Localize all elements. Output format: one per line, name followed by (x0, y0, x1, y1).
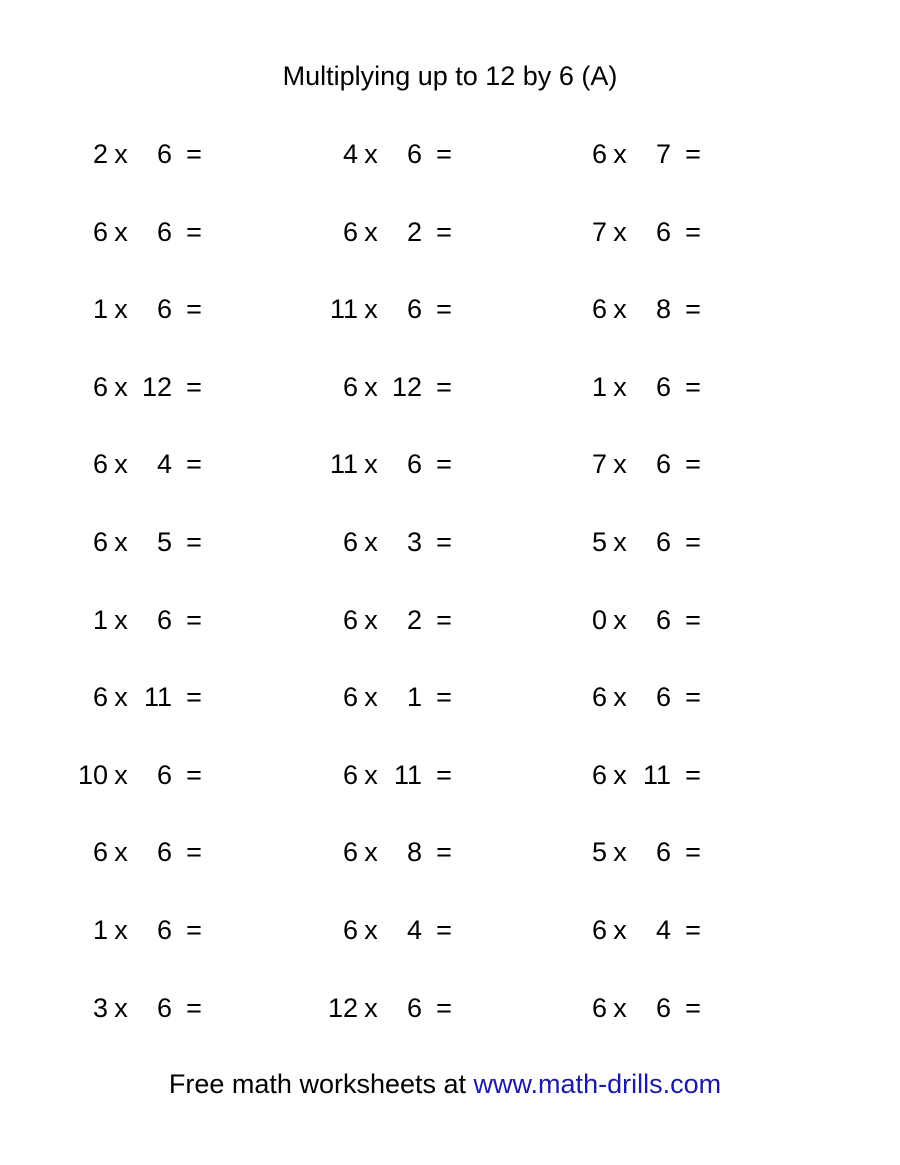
problem-equals: = (685, 682, 701, 713)
problem-factor-a: 4 (342, 139, 358, 169)
problem-operator: x (114, 527, 128, 557)
problem-equals: = (436, 759, 452, 790)
problem-factor-b: 6 (655, 449, 671, 480)
problem-equals: = (186, 837, 202, 868)
problem-factor-b: 6 (156, 139, 172, 169)
problem-factor-a: 6 (342, 915, 358, 945)
problem-factor-b: 11 (642, 759, 671, 790)
problem-equals: = (436, 449, 452, 480)
problem-equals: = (186, 915, 202, 945)
problem-factor-b: 4 (655, 915, 671, 945)
problem-operator: x (613, 527, 627, 557)
problem-factor-b: 6 (655, 682, 671, 713)
problem-factor-a: 2 (92, 139, 108, 169)
problem (318, 910, 518, 950)
problem-equals: = (186, 759, 202, 790)
problem-operator: x (364, 449, 378, 480)
problem (567, 677, 767, 717)
problem-factor-a: 6 (342, 216, 358, 247)
problem-factor-b: 1 (406, 682, 422, 713)
problem-operator: x (364, 294, 378, 325)
problem-factor-b: 6 (156, 604, 172, 635)
problem-equals: = (436, 527, 452, 557)
problem-operator: x (114, 216, 128, 247)
problem-operator: x (114, 449, 128, 480)
problem-equals: = (186, 449, 202, 480)
problem-factor-b: 4 (156, 449, 172, 480)
problem-factor-a: 6 (92, 216, 108, 247)
problem-operator: x (114, 837, 128, 868)
problem-operator: x (364, 682, 378, 713)
problem (318, 988, 518, 1028)
problem-factor-a: 11 (329, 294, 358, 325)
problem-operator: x (613, 915, 627, 945)
problem-operator: x (613, 449, 627, 480)
problem-factor-b: 6 (156, 915, 172, 945)
worksheet-title: Multiplying up to 12 by 6 (A) (282, 61, 618, 91)
problem (567, 367, 767, 407)
problem-operator: x (613, 139, 627, 169)
problem-factor-b: 6 (655, 371, 671, 402)
problem-factor-a: 6 (342, 682, 358, 713)
problem-operator: x (114, 682, 128, 713)
problem (68, 600, 268, 640)
problem-equals: = (436, 992, 452, 1023)
problem-equals: = (685, 759, 701, 790)
problem-factor-b: 12 (391, 371, 422, 402)
problem-factor-b: 8 (655, 294, 671, 325)
problem-factor-b: 6 (655, 837, 671, 868)
problem-factor-b: 6 (156, 216, 172, 247)
problem-equals: = (436, 604, 452, 635)
problem-operator: x (364, 915, 378, 945)
problem-factor-a: 6 (92, 682, 108, 713)
problem-factor-a: 6 (342, 371, 358, 402)
problem-equals: = (685, 139, 701, 169)
footer-text: Free math worksheets at (168, 1069, 467, 1099)
problem-factor-a: 1 (92, 915, 108, 945)
problem-factor-a: 6 (342, 759, 358, 790)
problem (318, 134, 518, 174)
problem (318, 212, 518, 252)
problem-equals: = (685, 992, 701, 1023)
problem (68, 522, 268, 562)
problem-factor-b: 4 (406, 915, 422, 945)
problem-factor-a: 10 (77, 759, 108, 790)
problem-factor-a: 6 (92, 449, 108, 480)
problem-equals: = (685, 915, 701, 945)
problem-factor-b: 6 (406, 139, 422, 169)
problem-operator: x (114, 759, 128, 790)
problem (567, 910, 767, 950)
problem-factor-a: 6 (591, 759, 607, 790)
problem-factor-a: 6 (342, 527, 358, 557)
problem-factor-b: 6 (406, 449, 422, 480)
problem-equals: = (186, 682, 202, 713)
problem (68, 212, 268, 252)
problem-factor-a: 7 (591, 449, 607, 480)
problem-factor-a: 7 (591, 216, 607, 247)
problem (318, 522, 518, 562)
problem-operator: x (364, 759, 378, 790)
problem-equals: = (685, 294, 701, 325)
problem-equals: = (685, 449, 701, 480)
problem-equals: = (685, 527, 701, 557)
problem-equals: = (186, 527, 202, 557)
problem-equals: = (685, 371, 701, 402)
problem (567, 522, 767, 562)
problem-equals: = (436, 294, 452, 325)
problem (318, 600, 518, 640)
problem-factor-b: 2 (406, 216, 422, 247)
problem-factor-a: 3 (92, 992, 108, 1023)
problem-operator: x (114, 915, 128, 945)
problem-factor-b: 6 (655, 992, 671, 1023)
problem-factor-a: 1 (591, 371, 607, 402)
problem-equals: = (685, 216, 701, 247)
problem-factor-a: 6 (342, 604, 358, 635)
footer (0, 1066, 890, 1102)
problem (318, 367, 518, 407)
problem-factor-b: 6 (156, 837, 172, 868)
problem-equals: = (186, 604, 202, 635)
problem-equals: = (436, 837, 452, 868)
problem-factor-b: 6 (655, 527, 671, 557)
problem-equals: = (186, 371, 202, 402)
problem-factor-b: 12 (141, 371, 172, 402)
problem-operator: x (613, 371, 627, 402)
problem (68, 988, 268, 1028)
problem-operator: x (613, 682, 627, 713)
problem (68, 677, 268, 717)
problem-operator: x (114, 992, 128, 1023)
problem-operator: x (364, 527, 378, 557)
problem-operator: x (364, 837, 378, 868)
problem-factor-b: 3 (406, 527, 422, 557)
problem-equals: = (186, 992, 202, 1023)
problem (567, 755, 767, 795)
problem-factor-b: 6 (156, 992, 172, 1023)
problem-factor-b: 6 (156, 759, 172, 790)
problem-operator: x (613, 759, 627, 790)
problem (68, 910, 268, 950)
problem-factor-b: 11 (143, 682, 172, 713)
problem-factor-a: 5 (591, 837, 607, 868)
problem (567, 212, 767, 252)
problem-factor-a: 1 (92, 604, 108, 635)
problem-factor-a: 6 (342, 837, 358, 868)
problem-equals: = (436, 915, 452, 945)
problem-factor-a: 6 (92, 837, 108, 868)
problem-factor-b: 11 (393, 759, 422, 790)
problem-factor-b: 8 (406, 837, 422, 868)
problem-operator: x (613, 294, 627, 325)
problem-equals: = (436, 682, 452, 713)
problem-factor-a: 12 (327, 992, 358, 1023)
problem-factor-a: 1 (92, 294, 108, 325)
problem (68, 134, 268, 174)
footer-link[interactable]: www.math-drills.com (473, 1069, 722, 1099)
problem-operator: x (613, 216, 627, 247)
problem-equals: = (685, 837, 701, 868)
problem (68, 444, 268, 484)
problem-factor-b: 6 (655, 216, 671, 247)
problem-factor-a: 5 (591, 527, 607, 557)
problem-factor-a: 11 (329, 449, 358, 480)
problem-operator: x (114, 139, 128, 169)
problem-equals: = (436, 371, 452, 402)
problem (68, 289, 268, 329)
problem-operator: x (114, 294, 128, 325)
problem-equals: = (685, 604, 701, 635)
problem-operator: x (114, 371, 128, 402)
problem-factor-b: 7 (655, 139, 671, 169)
problem-operator: x (613, 837, 627, 868)
problem (567, 600, 767, 640)
problem-operator: x (364, 371, 378, 402)
problem-operator: x (613, 992, 627, 1023)
problem (318, 677, 518, 717)
problem (318, 289, 518, 329)
problem-operator: x (613, 604, 627, 635)
problem-factor-a: 6 (591, 294, 607, 325)
problem-operator: x (114, 604, 128, 635)
problem-operator: x (364, 992, 378, 1023)
problem-equals: = (186, 139, 202, 169)
problem-factor-b: 2 (406, 604, 422, 635)
problem (68, 755, 268, 795)
problem (567, 134, 767, 174)
problem (567, 444, 767, 484)
problem-factor-a: 6 (591, 682, 607, 713)
problem-equals: = (186, 294, 202, 325)
problem-factor-b: 5 (156, 527, 172, 557)
problem-factor-a: 6 (591, 992, 607, 1023)
problem-factor-a: 6 (92, 371, 108, 402)
problem-factor-a: 6 (591, 915, 607, 945)
problem-equals: = (186, 216, 202, 247)
problem-operator: x (364, 216, 378, 247)
problem-factor-a: 6 (92, 527, 108, 557)
problem-operator: x (364, 604, 378, 635)
problem (567, 988, 767, 1028)
problem-factor-b: 6 (406, 992, 422, 1023)
problem-operator: x (364, 139, 378, 169)
problem-factor-a: 0 (591, 604, 607, 635)
problem (318, 444, 518, 484)
problem-factor-a: 6 (591, 139, 607, 169)
problem (567, 832, 767, 872)
problem (567, 289, 767, 329)
problem-factor-b: 6 (655, 604, 671, 635)
problem (68, 832, 268, 872)
problem-factor-b: 6 (156, 294, 172, 325)
problem-equals: = (436, 216, 452, 247)
problem-factor-b: 6 (406, 294, 422, 325)
problem (318, 832, 518, 872)
problem (318, 755, 518, 795)
problem-equals: = (436, 139, 452, 169)
problem (68, 367, 268, 407)
